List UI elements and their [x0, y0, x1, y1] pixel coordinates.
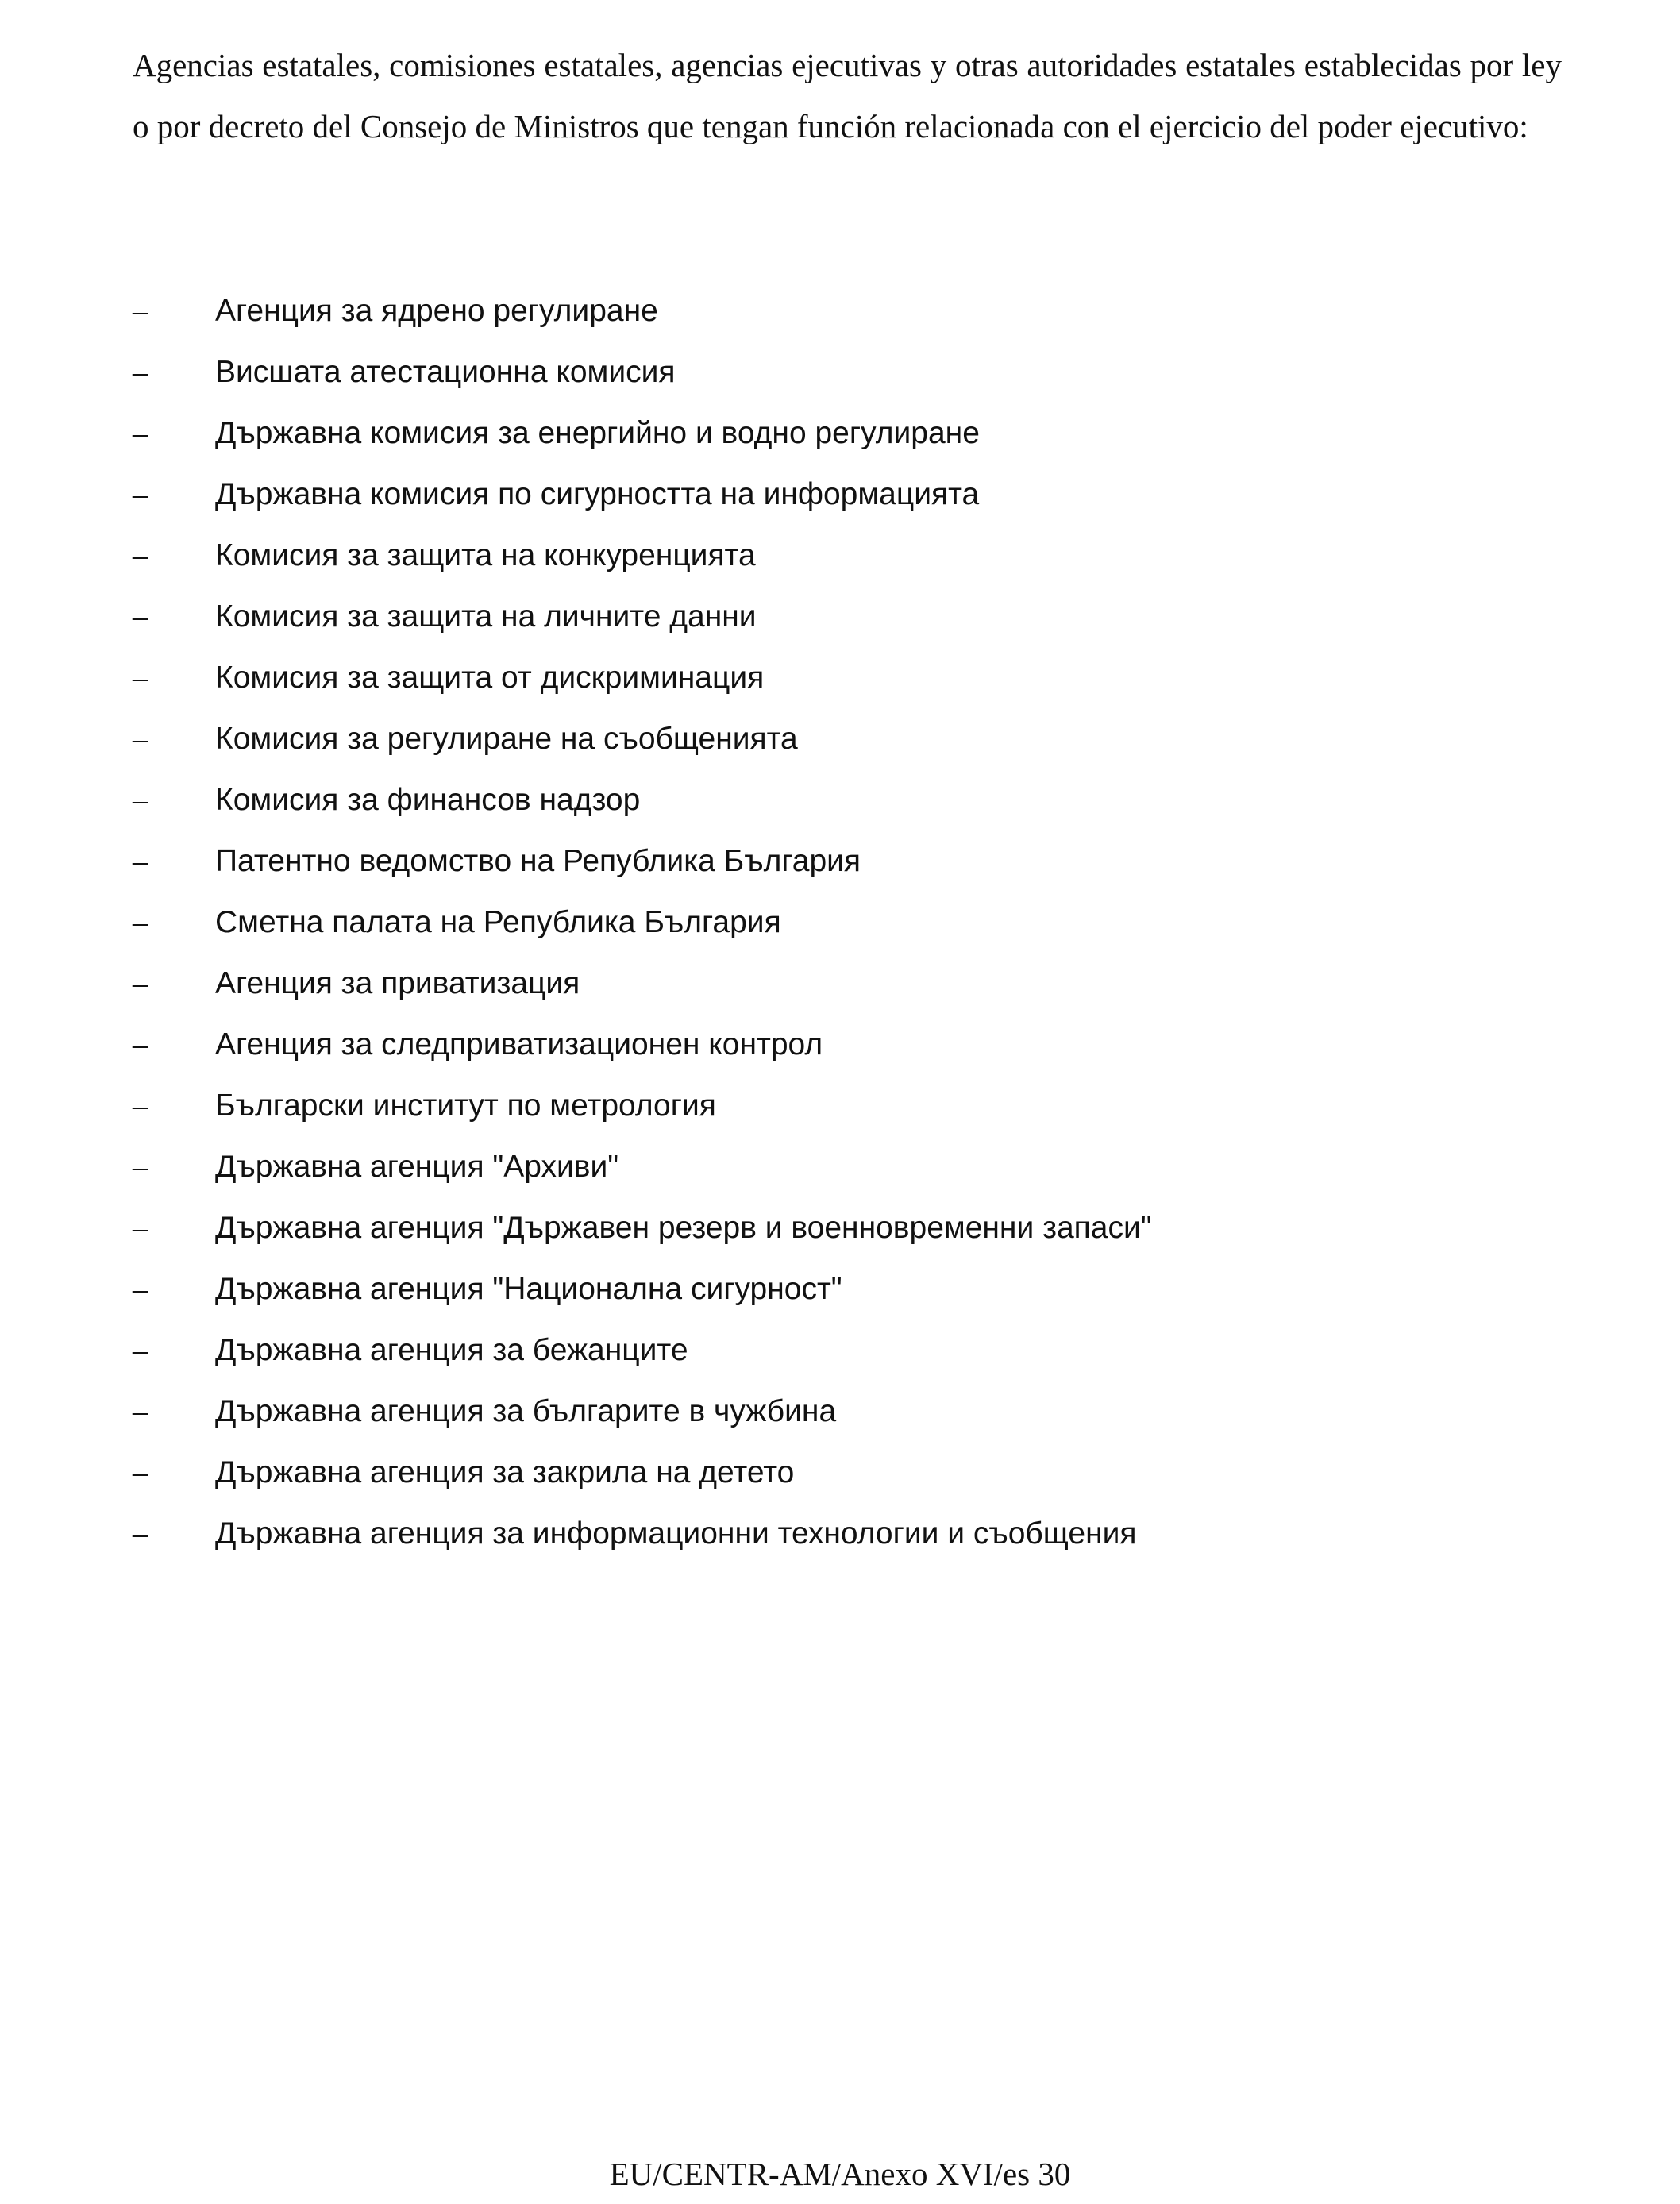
agency-name: Държавна агенция за българите в чужбина [215, 1394, 837, 1428]
agency-name: Държавна агенция за закрила на детето [215, 1455, 795, 1489]
agency-list-item [133, 1014, 1562, 1075]
agency-name: Патентно ведомство на Република България [215, 844, 861, 878]
agency-list-item [133, 1320, 1562, 1381]
dash-bullet: – [133, 966, 148, 1000]
agency-list-item [133, 708, 1562, 769]
dash-bullet: – [133, 661, 148, 695]
agency-list-item [133, 280, 1562, 341]
agency-list-item [133, 830, 1562, 892]
dash-bullet: – [133, 294, 148, 328]
agency-name: Държавна агенция за бежанците [215, 1333, 688, 1367]
agency-name: Държавна агенция "Национална сигурност" [215, 1272, 842, 1306]
agency-name: Агенция за приватизация [215, 966, 580, 1000]
agency-name: Държавна комисия за енергийно и водно регулиране [215, 416, 980, 450]
agency-name: Комисия за регулиране на съобщенията [215, 722, 798, 756]
agency-list-item [133, 341, 1562, 403]
dash-bullet: – [133, 599, 148, 634]
dash-bullet: – [133, 538, 148, 572]
agency-name: Държавна агенция "Архиви" [215, 1150, 619, 1184]
agency-list-item [133, 1381, 1562, 1442]
agency-list-item [133, 953, 1562, 1014]
dash-bullet: – [133, 1150, 148, 1184]
agency-list-item [133, 1258, 1562, 1320]
dash-bullet: – [133, 1516, 148, 1551]
agency-list-item [133, 892, 1562, 953]
dash-bullet: – [133, 1211, 148, 1245]
agency-name: Комисия за защита на конкуренцията [215, 538, 756, 572]
agency-name: Висшата атестационна комисия [215, 355, 676, 389]
dash-bullet: – [133, 1089, 148, 1123]
dash-bullet: – [133, 1333, 148, 1367]
agency-list-item [133, 1075, 1562, 1136]
dash-bullet: – [133, 844, 148, 878]
dash-bullet: – [133, 1027, 148, 1062]
dash-bullet: – [133, 1455, 148, 1489]
dash-bullet: – [133, 905, 148, 939]
dash-bullet: – [133, 1394, 148, 1428]
agency-name: Държавна комисия по сигурността на информацията [215, 477, 980, 511]
agency-name: Агенция за следприватизационен контрол [215, 1027, 823, 1062]
agency-name: Държавна агенция "Държавен резерв и военновременни запаси" [215, 1211, 1152, 1245]
agency-list-item [133, 464, 1562, 525]
agency-list [133, 280, 1562, 1564]
dash-bullet: – [133, 1272, 148, 1306]
dash-bullet: – [133, 477, 148, 511]
agency-list-item [133, 525, 1562, 586]
agency-list-item [133, 403, 1562, 464]
dash-bullet: – [133, 783, 148, 817]
agency-list-item [133, 586, 1562, 647]
agency-list-item [133, 1197, 1562, 1258]
agency-name: Държавна агенция за информационни технологии и съобщения [215, 1516, 1137, 1551]
agency-name: Агенция за ядрено регулиране [215, 294, 658, 328]
dash-bullet: – [133, 355, 148, 389]
agency-list-item [133, 1442, 1562, 1503]
agency-list-item [133, 769, 1562, 830]
agency-name: Комисия за защита на личните данни [215, 599, 757, 634]
agency-name: Комисия за финансов надзор [215, 783, 641, 817]
agency-list-item [133, 1136, 1562, 1197]
agency-list-item [133, 1503, 1562, 1564]
agency-name: Комисия за защита от дискриминация [215, 661, 765, 695]
intro-paragraph: Agencias estatales, comisiones estatales, agencias ejecutivas y otras autoridades estatales establecidas por ley o por decreto del Consejo de Ministros que tengan función relacionada con el ejercicio del poder ejecutivo: [133, 47, 1562, 144]
agency-list-item [133, 647, 1562, 708]
dash-bullet: – [133, 416, 148, 450]
agency-name: Български институт по метрология [215, 1089, 716, 1123]
dash-bullet: – [133, 722, 148, 756]
page-footer: EU/CENTR-AM/Anexo XVI/es 30 [609, 2156, 1071, 2192]
agency-name: Сметна палата на Република България [215, 905, 781, 939]
